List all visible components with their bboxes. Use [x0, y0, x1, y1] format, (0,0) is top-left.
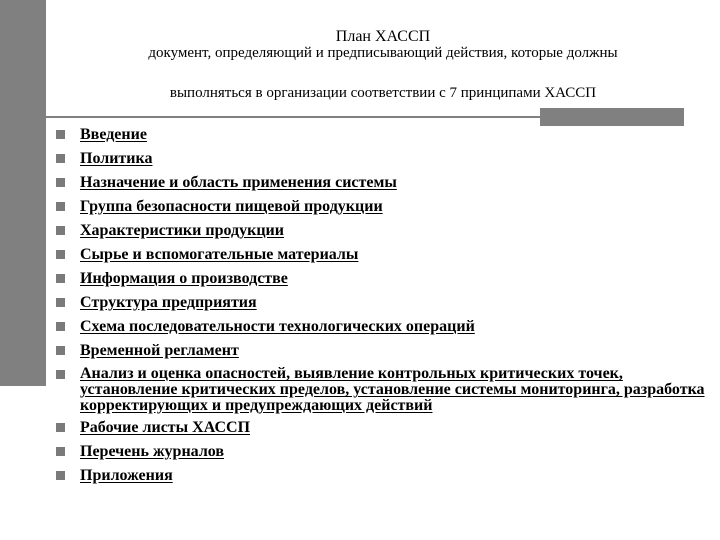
toc-item-label[interactable]: Приложения — [80, 467, 173, 484]
toc-item-label[interactable]: Структура предприятия — [80, 294, 257, 311]
toc-item-production-info[interactable] — [56, 270, 706, 288]
square-bullet-icon — [56, 250, 68, 259]
square-bullet-icon — [56, 370, 68, 379]
toc-item-safety-group[interactable] — [56, 198, 706, 216]
toc-item-introduction[interactable] — [56, 126, 706, 144]
square-bullet-icon — [56, 274, 68, 283]
toc-item-hazard-analysis[interactable] — [56, 366, 706, 414]
square-bullet-icon — [56, 130, 68, 139]
toc-item-label[interactable]: Введение — [80, 126, 147, 143]
square-bullet-icon — [56, 346, 68, 355]
toc-item-label[interactable]: Политика — [80, 150, 153, 167]
square-bullet-icon — [56, 447, 68, 456]
square-bullet-icon — [56, 154, 68, 163]
toc-item-journals-list[interactable] — [56, 443, 706, 461]
square-bullet-icon — [56, 322, 68, 331]
toc-item-company-structure[interactable] — [56, 294, 706, 312]
toc-item-label[interactable]: Сырье и вспомогательные материалы — [80, 246, 359, 263]
toc-item-label[interactable]: Назначение и область применения системы — [80, 174, 397, 191]
page-title: План ХАССП — [335, 28, 431, 45]
table-of-contents — [56, 126, 706, 491]
decorative-left-bar — [0, 0, 46, 386]
toc-item-label[interactable]: Временной регламент — [80, 342, 239, 359]
square-bullet-icon — [56, 423, 68, 432]
toc-item-label[interactable]: Перечень журналов — [80, 443, 225, 460]
subtitle-line-2: выполняться в организации соответствии с 7 принципами ХАССП — [169, 85, 597, 101]
toc-item-label[interactable]: Анализ и оценка опасностей, выявление контрольных критических точек, установление критических пределов, установление системы мониторинга, разработка корректирующих и предупреждающих действий — [80, 365, 705, 414]
toc-item-label[interactable]: Схема последовательности технологических операций — [80, 318, 475, 335]
toc-item-label[interactable]: Группа безопасности пищевой продукции — [80, 198, 383, 215]
toc-item-scope[interactable] — [56, 174, 706, 192]
toc-item-time-schedule[interactable] — [56, 342, 706, 360]
toc-item-label[interactable]: Информация о производстве — [80, 270, 288, 287]
square-bullet-icon — [56, 471, 68, 480]
square-bullet-icon — [56, 226, 68, 235]
toc-item-label[interactable]: Характеристики продукции — [80, 222, 284, 239]
toc-item-policy[interactable] — [56, 150, 706, 168]
subtitle-line-1: документ, определяющий и предписывающий действия, которые должны — [148, 45, 618, 61]
toc-item-process-flow[interactable] — [56, 318, 706, 336]
toc-item-label[interactable]: Рабочие листы ХАССП — [80, 419, 251, 436]
toc-item-raw-materials[interactable] — [56, 246, 706, 264]
toc-item-appendices[interactable] — [56, 467, 706, 485]
toc-item-worksheets[interactable] — [56, 419, 706, 437]
toc-item-product-characteristics[interactable] — [56, 222, 706, 240]
decorative-gray-block — [540, 108, 684, 126]
square-bullet-icon — [56, 202, 68, 211]
square-bullet-icon — [56, 178, 68, 187]
square-bullet-icon — [56, 298, 68, 307]
header-divider — [46, 116, 540, 118]
